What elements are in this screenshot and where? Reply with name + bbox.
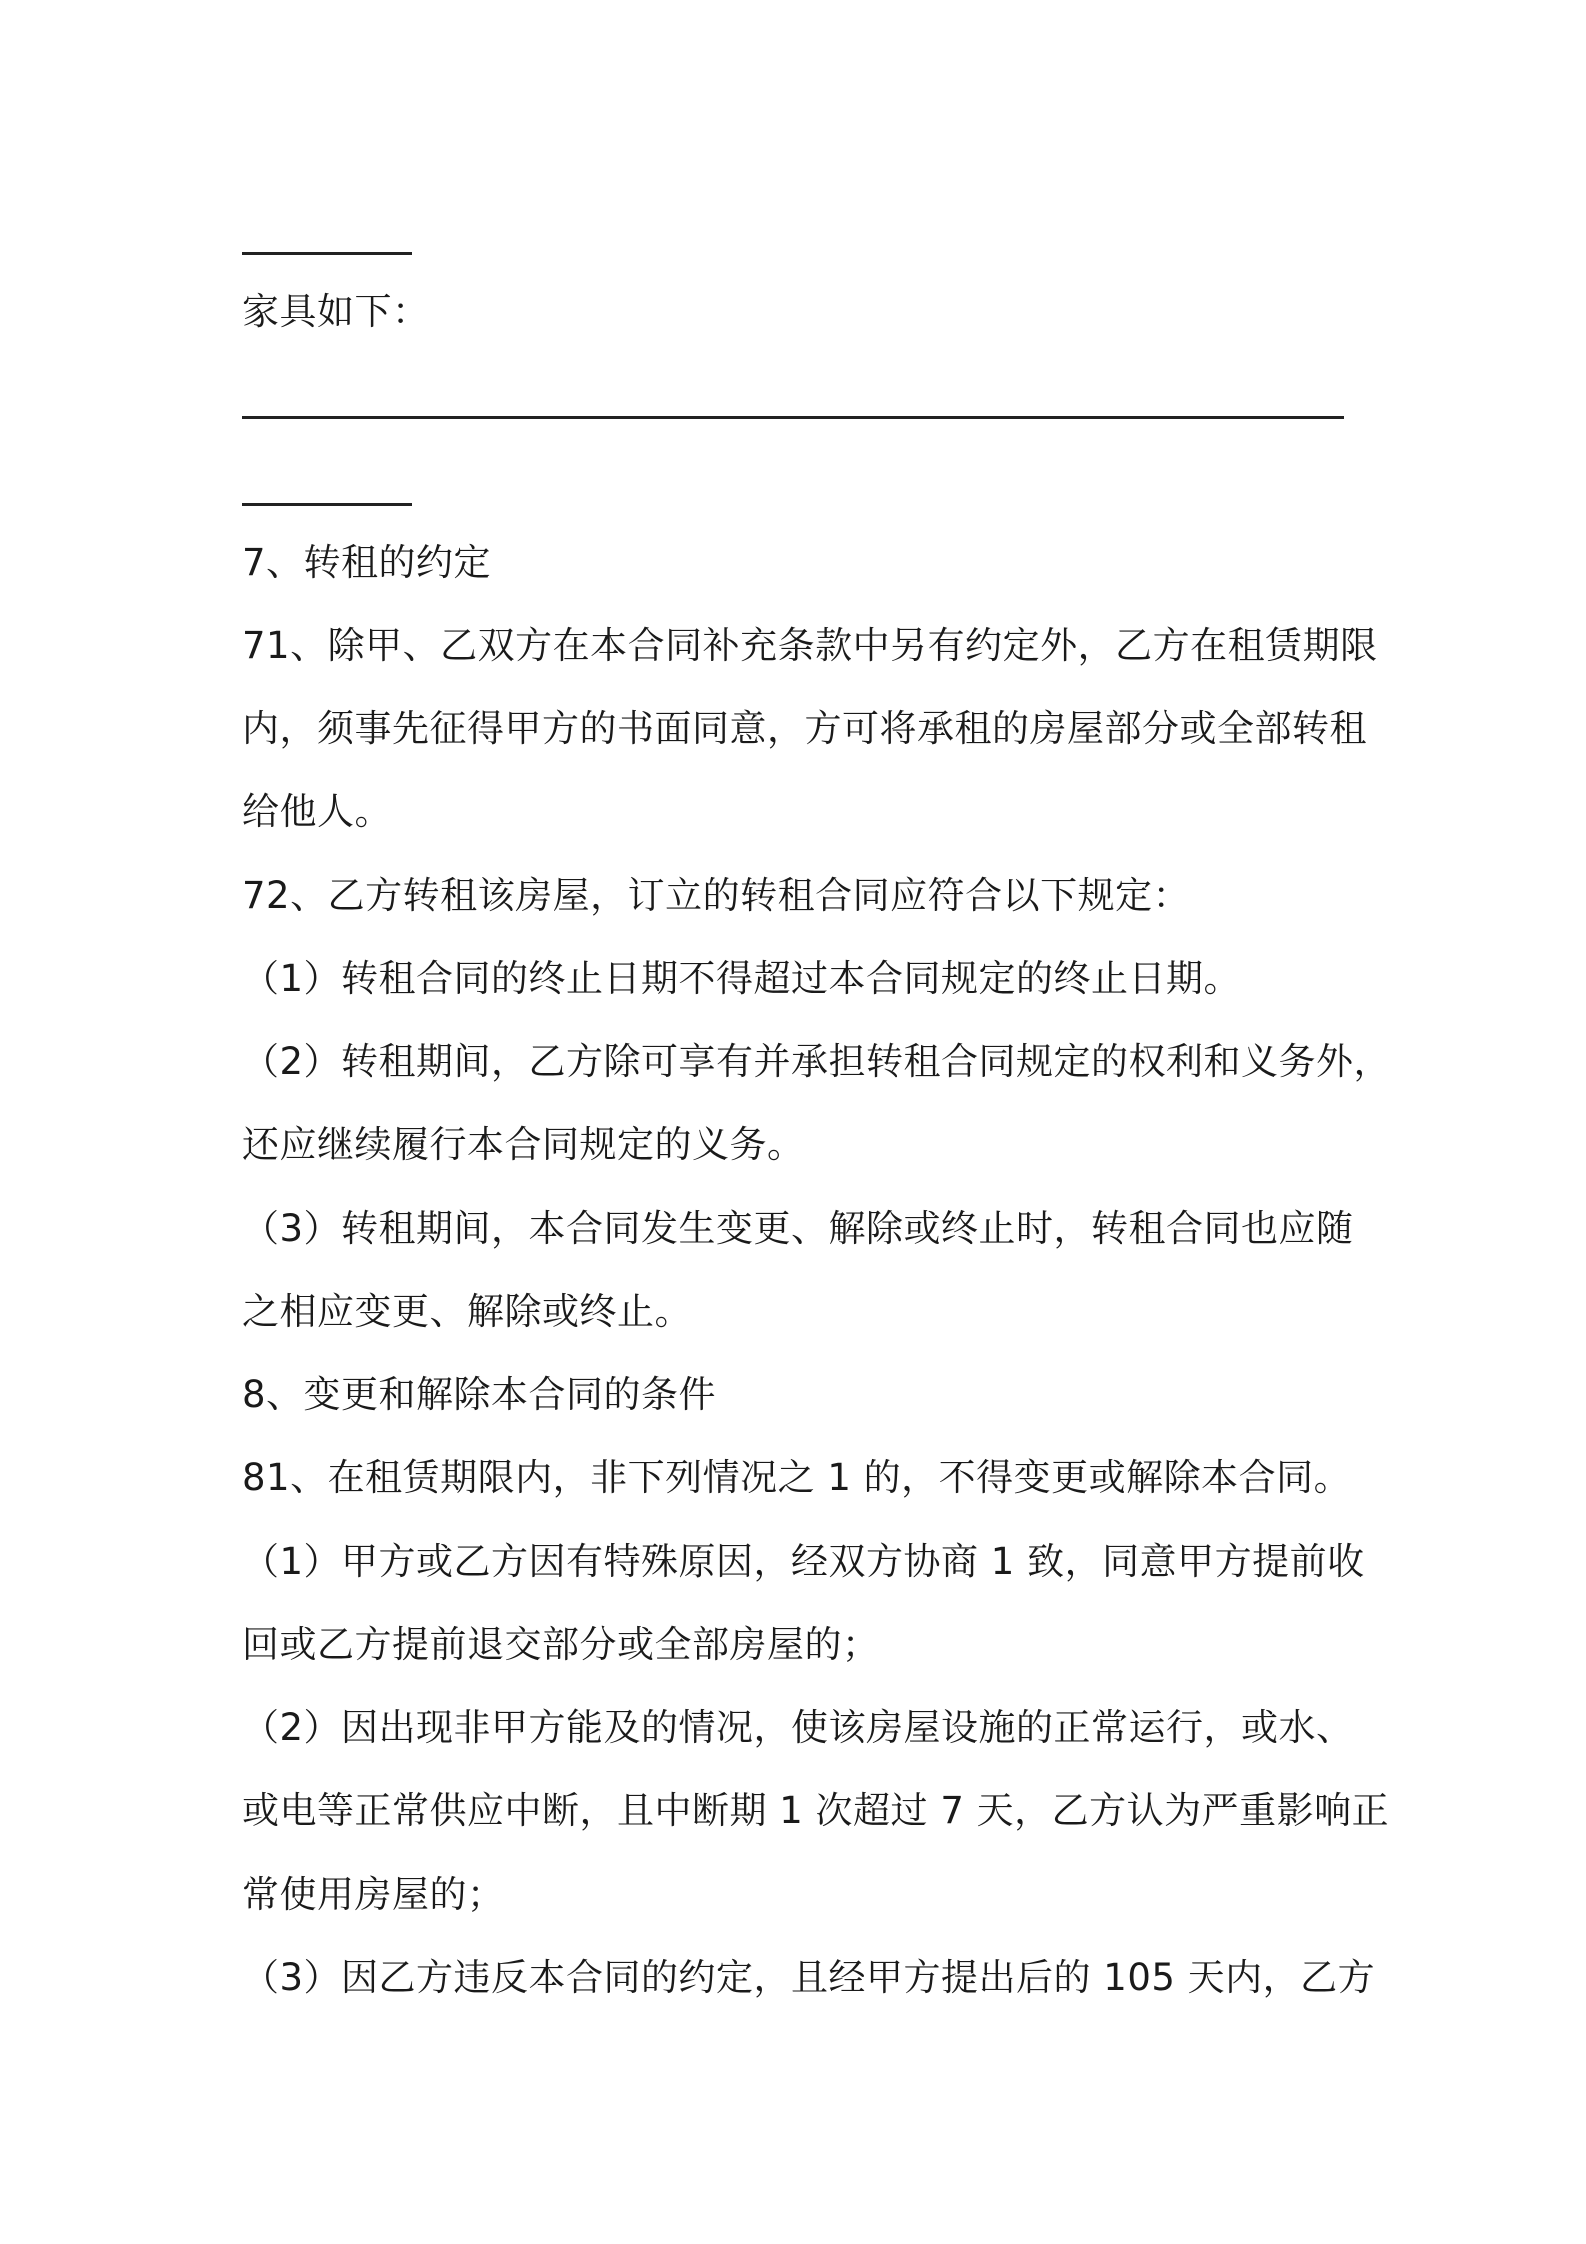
paragraph-line: 给他人。 [242,790,392,833]
paragraph-line: 71、除甲、乙双方在本合同补充条款中另有约定外，乙方在租赁期限 [242,624,1378,667]
list-item-line: （1）甲方或乙方因有特殊原因，经双方协商 1 致，同意甲方提前收 [242,1540,1365,1583]
fill-in-blank-line [242,503,412,506]
list-item-line: （1）转租合同的终止日期不得超过本合同规定的终止日期。 [242,957,1242,1000]
paragraph-line: 还应继续履行本合同规定的义务。 [242,1123,805,1166]
paragraph-line: 72、乙方转租该房屋，订立的转租合同应符合以下规定： [242,874,1191,917]
section-heading-change-termination: 8、变更和解除本合同的条件 [242,1373,717,1416]
list-item-line: （2）转租期间，乙方除可享有并承担转租合同规定的权利和义务外， [242,1040,1392,1083]
paragraph-line: 81、在租赁期限内，非下列情况之 1 的，不得变更或解除本合同。 [242,1456,1352,1499]
section-heading-sublease: 7、转租的约定 [242,541,492,584]
furniture-label: 家具如下： [242,290,430,333]
list-item-line: （3）转租期间，本合同发生变更、解除或终止时，转租合同也应随 [242,1207,1354,1250]
list-item-line: （3）因乙方违反本合同的约定，且经甲方提出后的 105 天内，乙方 [242,1956,1376,1999]
paragraph-line: 或电等正常供应中断，且中断期 1 次超过 7 天，乙方认为严重影响正 [242,1789,1390,1832]
paragraph-line: 常使用房屋的； [242,1873,505,1916]
fill-in-blank-line [242,252,412,255]
fill-in-blank-line-long [242,416,1344,419]
list-item-line: （2）因出现非甲方能及的情况，使该房屋设施的正常运行，或水、 [242,1706,1354,1749]
paragraph-line: 之相应变更、解除或终止。 [242,1290,692,1333]
paragraph-line: 回或乙方提前退交部分或全部房屋的； [242,1623,880,1666]
paragraph-line: 内，须事先征得甲方的书面同意，方可将承租的房屋部分或全部转租 [242,707,1367,750]
